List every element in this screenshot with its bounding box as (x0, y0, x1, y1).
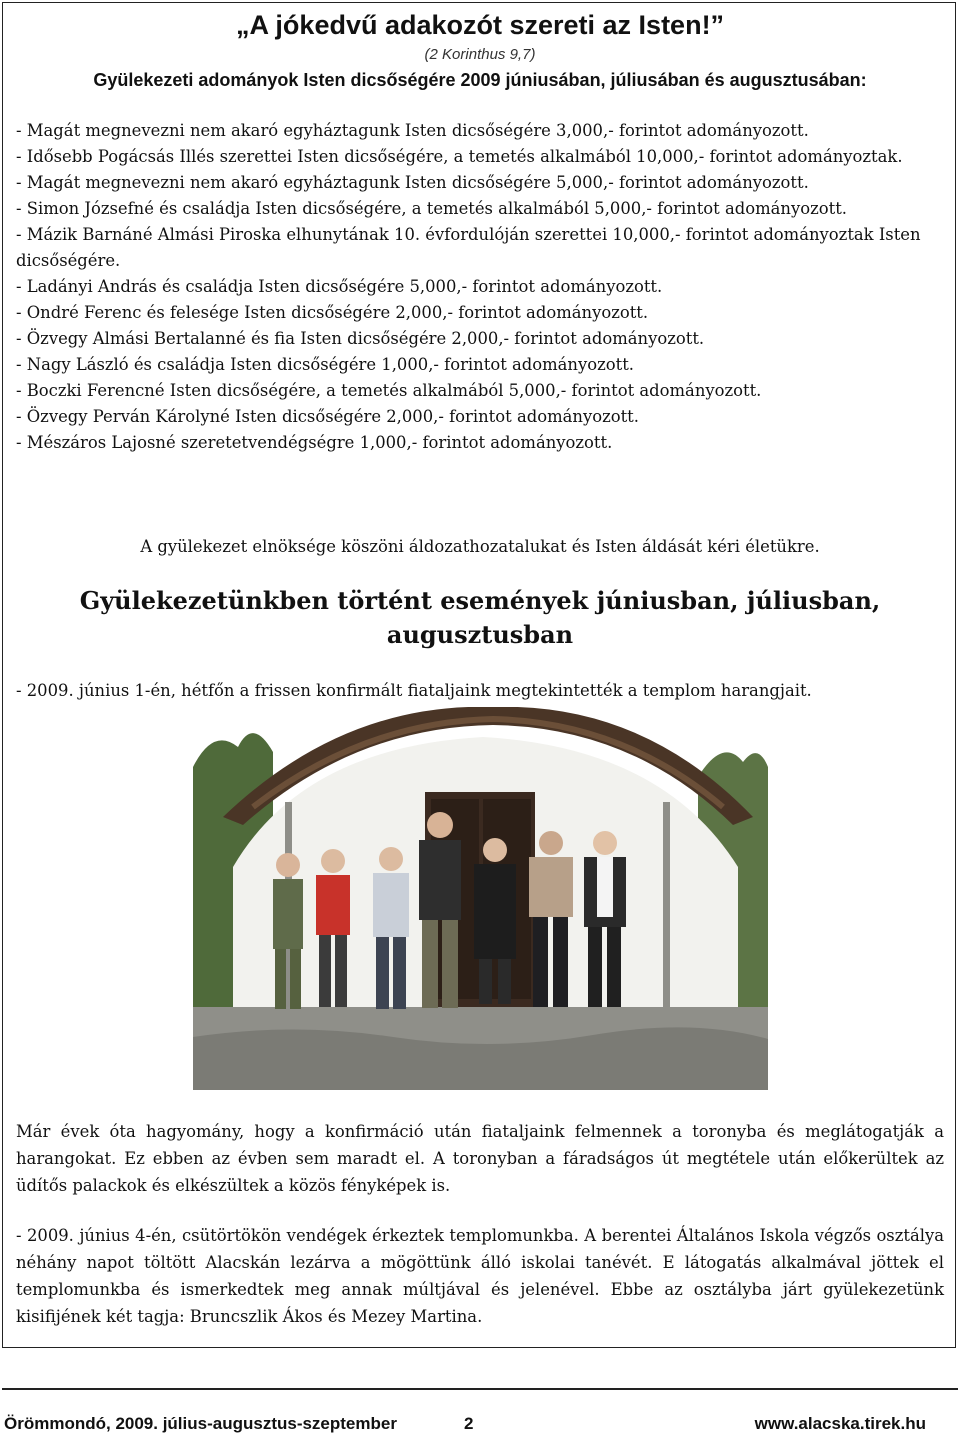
donation-item: - Özvegy Almási Bertalanné és fia Isten dicsőségére 2,000,- forintot adományozott. (16, 329, 705, 348)
group-photo (193, 707, 768, 1090)
paragraph-text: Már évek óta hagyomány, hogy a konfirmáció után fiataljaink felmennek a toronyba és meglátogatják a harangokat. Ez ebben az évben sem maradt el. A toronyban a fáradságos út megtétele után előkerültek az üdítős palackok és elkészültek a közös fényképek is. (16, 1122, 944, 1195)
visitors-paragraph (16, 1222, 944, 1330)
footer (4, 1414, 926, 1436)
donations-list (16, 118, 946, 456)
paragraph-text: - 2009. június 4-én, csütörtökön vendégek érkeztek templomunkba. A berentei Általános Iskola végzős osztálya néhány napot töltött Alacskán lezárva a mögöttünk álló iskolai tanévét. E látogatás alkalmával jöttek el templomunkba és ismerkedtek meg annak múltjával és jelenével. Ebbe az osztályba járt gyülekezetünk kisifijének két tagja: Bruncszlik Ákos és Mezey Martina. (16, 1226, 944, 1326)
bells-paragraph (16, 1118, 944, 1199)
bible-reference: (2 Korinthus 9,7) (424, 46, 536, 63)
donation-item: - Ladányi András és családja Isten dicsőségére 5,000,- forintot adományozott. (16, 277, 663, 296)
footer-website: www.alacska.tirek.hu (754, 1414, 926, 1433)
donation-item: - Simon Józsefné és családja Isten dicsőségére, a temetés alkalmából 5,000,- forintot adományozott. (16, 199, 847, 218)
donation-item: - Özvegy Perván Károlyné Isten dicsőségére 2,000,- forintot adományozott. (16, 407, 639, 426)
donation-item: - Ondré Ferenc és felesége Isten dicsőségére 2,000,- forintot adományozott. (16, 303, 649, 322)
donations-subtitle: Gyülekezeti adományok Isten dicsőségére 2009 júniusában, júliusában és augusztusában: (93, 70, 867, 90)
footer-page-number: 2 (464, 1414, 474, 1433)
donation-item: - Boczki Ferencné Isten dicsőségére, a temetés alkalmából 5,000,- forintot adományozott. (16, 381, 762, 400)
footer-divider (2, 1388, 958, 1390)
donation-item: - Magát megnevezni nem akaró egyháztagunk Isten dicsőségére 3,000,- forintot adományozott. (16, 121, 809, 140)
section-heading-line1: Gyülekezetünkben történt események júniusban, júliusban, (79, 586, 881, 615)
donation-item: - Idősebb Pogácsás Illés szerettei Isten dicsőségére, a temetés alkalmából 10,000,- forintot adományoztak. (16, 147, 903, 166)
thanks-note: A gyülekezet elnöksége köszöni áldozathozatalukat és Isten áldását kéri életükre. (140, 537, 820, 556)
section-heading-line2: augusztusban (386, 620, 574, 649)
donation-item: - Mészáros Lajosné szeretetvendégségre 1,000,- forintot adományozott. (16, 433, 613, 452)
footer-publication: Örömmondó, 2009. július-augusztus-szeptember (4, 1414, 397, 1433)
donation-item: - Mázik Barnáné Almási Piroska elhunytának 10. évfordulóján szerettei 10,000,- forintot adományoztak Isten dicsőségére. (16, 225, 921, 270)
donation-item: - Magát megnevezni nem akaró egyháztagunk Isten dicsőségére 5,000,- forintot adományozott. (16, 173, 809, 192)
event-bells-visit: - 2009. június 1-én, hétfőn a frissen konfirmált fiataljaink megtekintették a templom harangjait. (16, 681, 812, 700)
donation-item: - Nagy László és családja Isten dicsőségére 1,000,- forintot adományozott. (16, 355, 635, 374)
section-heading (0, 584, 960, 652)
page-title: „A jókedvű adakozót szereti az Isten!” (235, 10, 725, 40)
